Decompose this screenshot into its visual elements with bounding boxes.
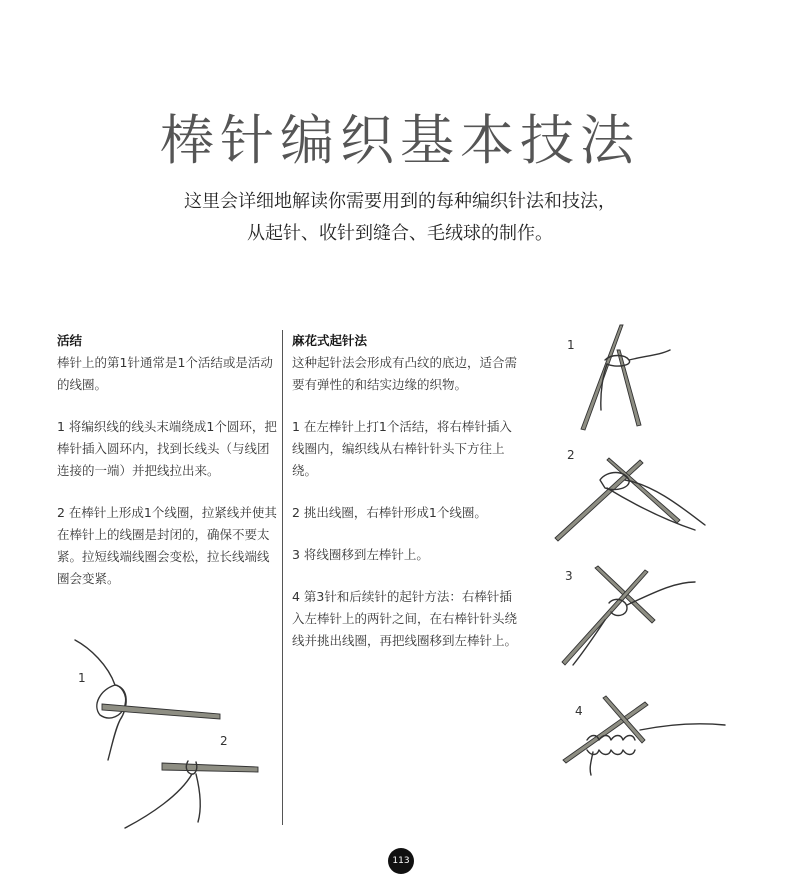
cable-needle-3b bbox=[562, 570, 648, 665]
cable-cast-on-step-4: 4 第3针和后续针的起针方法：右棒针插入左棒针上的两针之间，在右棒针针头绕线并挑出线圈，再把线圈移到左棒针上。 bbox=[292, 589, 518, 648]
page-title: 棒针编织基本技法 bbox=[160, 109, 640, 172]
column-divider bbox=[282, 330, 283, 825]
cable-figure-label-1: 1 bbox=[567, 338, 575, 352]
cable-cast-on-step-2: 2 挑出线圈，右棒针形成1个线圈。 bbox=[292, 505, 487, 520]
yarn-strand-1 bbox=[125, 774, 192, 828]
cable-cast-on-step-3: 3 将线圈移到左棒针上。 bbox=[292, 547, 429, 562]
cable-needle-1a bbox=[581, 325, 623, 430]
yarn-strand-2 bbox=[196, 774, 200, 822]
subtitle-line-1: 这里会详细地解读你需要用到的每种编织针法和技法， bbox=[184, 191, 616, 212]
cable-needle-2b bbox=[607, 458, 680, 523]
slip-knot-heading: 活结 bbox=[57, 333, 83, 348]
cable-cast-on-illustrations bbox=[545, 320, 735, 790]
slip-knot-section bbox=[57, 330, 279, 610]
needle-1 bbox=[102, 704, 220, 719]
slip-knot-step-1: 1 将编织线的线头末端绕成1个圆环，把棒针插入圆环内，找到长线头（与线团连接的一端）并把线拉出来。 bbox=[57, 419, 277, 478]
slip-knot-step-2: 2 在棒针上形成1个线圈，拉紧线并使其在棒针上的线圈是封闭的，确保不要太紧。拉短线端线圈会变松，拉长线端线圈会变紧。 bbox=[57, 505, 277, 586]
cable-yarn-1 bbox=[629, 350, 670, 360]
cable-stitches-4-lower bbox=[587, 750, 635, 755]
cable-yarn-3 bbox=[627, 582, 695, 605]
cable-figure-label-2: 2 bbox=[567, 448, 575, 462]
cable-cast-on-step-1: 1 在左棒针上打1个活结，将右棒针插入线圈内，编织线从右棒针针头下方往上绕。 bbox=[292, 419, 512, 478]
subtitle-line-2: 从起针、收针到缝合、毛绒球的制作。 bbox=[247, 223, 553, 244]
page-subtitle bbox=[0, 186, 800, 250]
cable-cast-on-heading: 麻花式起针法 bbox=[292, 333, 368, 348]
cable-cast-on-section bbox=[292, 330, 522, 672]
cable-needle-4b bbox=[603, 696, 645, 743]
cable-tail-3 bbox=[573, 620, 605, 665]
slip-knot-intro: 棒针上的第1针通常是1个活结或是活动的线圈。 bbox=[57, 355, 273, 392]
needle-2 bbox=[162, 763, 258, 772]
slip-knot-figure-label-1: 1 bbox=[78, 671, 86, 685]
slip-knot-tail bbox=[108, 685, 126, 760]
cable-yarn-4 bbox=[640, 724, 725, 730]
cable-cast-on-intro: 这种起针法会形成有凸纹的底边，适合需要有弹性的和结实边缘的织物。 bbox=[292, 355, 518, 392]
slip-knot-figure-label-2: 2 bbox=[220, 734, 228, 748]
slip-knot-illustration bbox=[60, 630, 280, 840]
page-number: 113 bbox=[388, 848, 414, 874]
cable-tail-4 bbox=[590, 752, 593, 775]
cable-figure-label-4: 4 bbox=[575, 704, 583, 718]
cable-figure-label-3: 3 bbox=[565, 569, 573, 583]
